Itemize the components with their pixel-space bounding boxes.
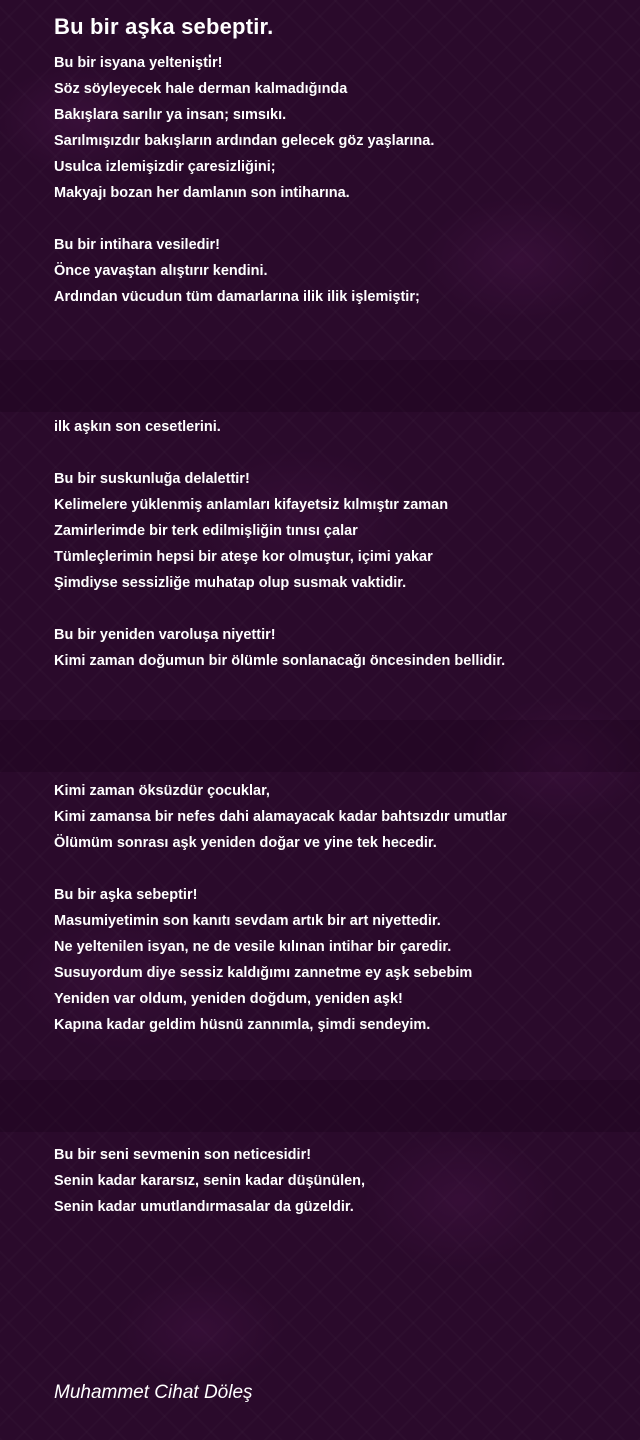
poem-line: Zamirlerimde bir terk edilmişliğin tınısı çalar xyxy=(54,523,358,539)
stanza-gap xyxy=(54,440,624,466)
poem-line: Kelimelere yüklenmiş anlamları kifayetsiz kılmıştır zaman xyxy=(54,497,449,513)
poem-line: Kimi zaman öksüzdür çocuklar, xyxy=(54,783,270,799)
poem-line: Senin kadar kararsız, senin kadar düşünülen, xyxy=(54,1173,366,1189)
poem-line: Ardından vücudun tüm damarlarına ilik ilik işlemiştir; xyxy=(54,289,420,305)
poem-line: Şimdiyse sessizliğe muhatap olup susmak vaktidir. xyxy=(54,575,407,591)
poem-line: Kapına kadar geldim hüsnü zannımla, şimdi sendeyim. xyxy=(54,1017,431,1033)
poem-title: Bu bir aşka sebeptir. xyxy=(54,14,274,39)
poem-author: Muhammet Cihat Döleş xyxy=(54,1382,253,1403)
stanza xyxy=(54,232,624,310)
stanza-gap xyxy=(54,596,624,622)
poem-line: Kimi zamansa bir nefes dahi alamayacak kadar bahtsızdır umutlar xyxy=(54,809,507,825)
poem-line: Senin kadar umutlandırmasalar da güzeldir. xyxy=(54,1199,354,1215)
stanza-gap xyxy=(54,206,624,232)
stanza xyxy=(54,778,624,856)
stanza xyxy=(54,622,624,674)
stanza-gap xyxy=(54,674,624,778)
poem-line: Bu bir aşka sebeptir! xyxy=(54,887,198,903)
poem-line: Susuyordum diye sessiz kaldığımı zannetme ey aşk sebebim xyxy=(54,965,473,981)
poem-line: ilk aşkın son cesetlerini. xyxy=(54,419,221,435)
stanza-gap xyxy=(54,310,624,414)
stanza xyxy=(54,1142,624,1220)
poem-line: Bakışlara sarılır ya insan; sımsıkı. xyxy=(54,107,287,123)
poem-line: Bu bir yeniden varoluşa niyettir! xyxy=(54,627,276,643)
poem-line: Masumiyetimin son kanıtı sevdam artık bir art niyettedir. xyxy=(54,913,441,929)
poem-line: Önce yavaştan alıştırır kendini. xyxy=(54,263,268,279)
poem-line: Sarılmışızdır bakışların ardından gelecek göz yaşlarına. xyxy=(54,133,435,149)
poem-line: Bu bir suskunluğa delalettir! xyxy=(54,471,250,487)
stanza xyxy=(54,882,624,1038)
poem-line: Tümleçlerimin hepsi bir ateşe kor olmuştur, içimi yakar xyxy=(54,549,433,565)
poem-line: Bu bir intihara vesiledir! xyxy=(54,237,220,253)
poem-line: Makyajı bozan her damlanın son intiharına. xyxy=(54,185,350,201)
stanza xyxy=(54,414,624,440)
poem-line: Ne yeltenilen isyan, ne de vesile kılınan intihar bir çaredir. xyxy=(54,939,452,955)
stanza xyxy=(54,466,624,596)
poem-container xyxy=(54,10,624,1220)
poem-line: Yeniden var oldum, yeniden doğdum, yeniden aşk! xyxy=(54,991,403,1007)
poem-line: Ölümüm sonrası aşk yeniden doğar ve yine tek hecedir. xyxy=(54,835,437,851)
poem-line: Söz söyleyecek hale derman kalmadığında xyxy=(54,81,348,97)
stanza-gap xyxy=(54,1038,624,1142)
stanza-gap xyxy=(54,856,624,882)
poem-line: Bu bir seni sevmenin son neticesidir! xyxy=(54,1147,312,1163)
poem-line: Kimi zaman doğumun bir ölümle sonlanacağı öncesinden bellidir. xyxy=(54,653,506,669)
poem-line: Usulca izlemişizdir çaresizliğini; xyxy=(54,159,276,175)
stanza xyxy=(54,50,624,206)
poem-line: Bu bir isyana yeltenişti̇r! xyxy=(54,55,223,71)
